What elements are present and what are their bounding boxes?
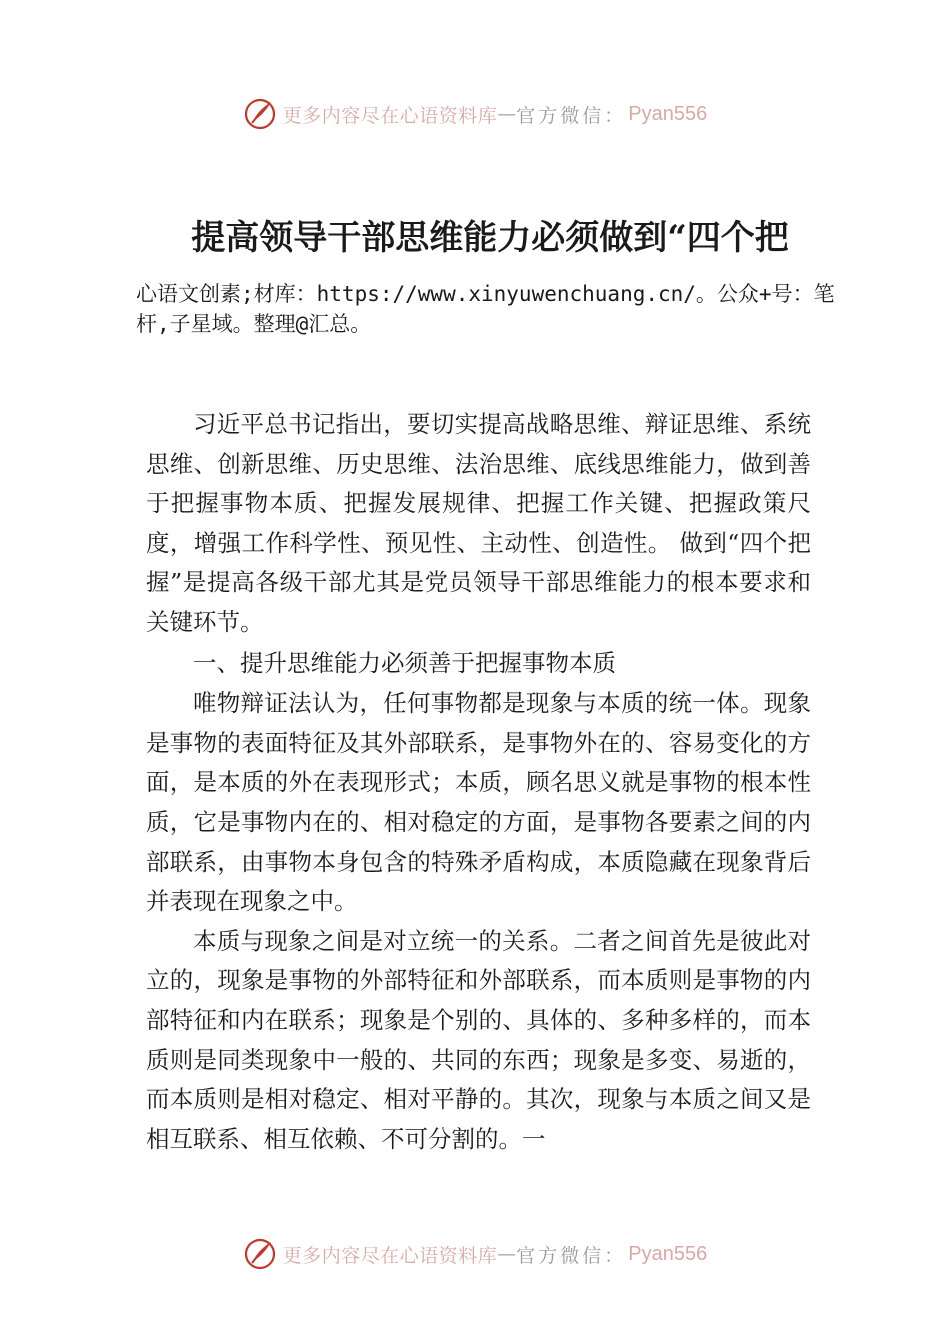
watermark-wechat-id: Pyan556	[628, 102, 708, 125]
footer-watermark	[0, 1234, 950, 1274]
paragraph-body: 唯物辩证法认为，任何事物都是现象与本质的统一体。现象是事物的表面特征及其外部联系，是事物外在的、容易变化的方面，是本质的外在表现形式；本质，顾名思义就是事物的根本性质，它是事物内在的、相对稳定的方面，是事物各要素之间的内部联系，由事物本身包含的特殊矛盾构成，本质隐藏在现象背后并表现在现象之中。	[146, 689, 811, 916]
watermark-dash: —	[497, 1243, 517, 1265]
document-body	[146, 405, 811, 1159]
source-line: 心语文创素;材库：https://www.xinyuwenchuang.cn/。公众+号：笔杆,子星域。整理@汇总。	[136, 282, 835, 336]
watermark-wechat-label: 官方微信：	[516, 104, 627, 127]
section-heading: 一、提升思维能力必须善于把握事物本质	[193, 648, 616, 677]
document-title: 提高领导干部思维能力必须做到“四个把	[191, 218, 789, 258]
watermark-dash: —	[497, 103, 517, 125]
paragraph-body: 本质与现象之间是对立统一的关系。二者之间首先是彼此对立的，现象是事物的外部特征和外部联系，而本质则是事物的内部特征和内在联系；现象是个别的、具体的、多种多样的，而本质则是同类现象中一般的、共同的东西；现象是多变、易逝的，而本质则是相对稳定、相对平静的。其次，现象与本质之间又是相互联系、相互依赖、不可分割的。一	[146, 926, 811, 1153]
quill-logo-icon	[243, 97, 277, 131]
watermark-wechat-label: 官方微信：	[516, 1244, 627, 1267]
paragraph-intro: 习近平总书记指出，要切实提高战略思维、辩证思维、系统思维、创新思维、历史思维、法治思维、底线思维能力，做到善于把握事物本质、把握发展规律、把握工作关键、把握政策尺度，增强工作科学性、预见性、主动性、创造性。 做到“四个把握”是提高各级干部尤其是党员领导干部思维能力的根本要求和关键环节。	[146, 410, 811, 636]
watermark-site-text: 更多内容尽在心语资料库	[282, 104, 498, 127]
watermark-wechat-id: Pyan556	[628, 1242, 708, 1265]
quill-logo-icon	[243, 1237, 277, 1271]
watermark-site-text: 更多内容尽在心语资料库	[282, 1244, 498, 1267]
header-watermark	[0, 94, 950, 134]
